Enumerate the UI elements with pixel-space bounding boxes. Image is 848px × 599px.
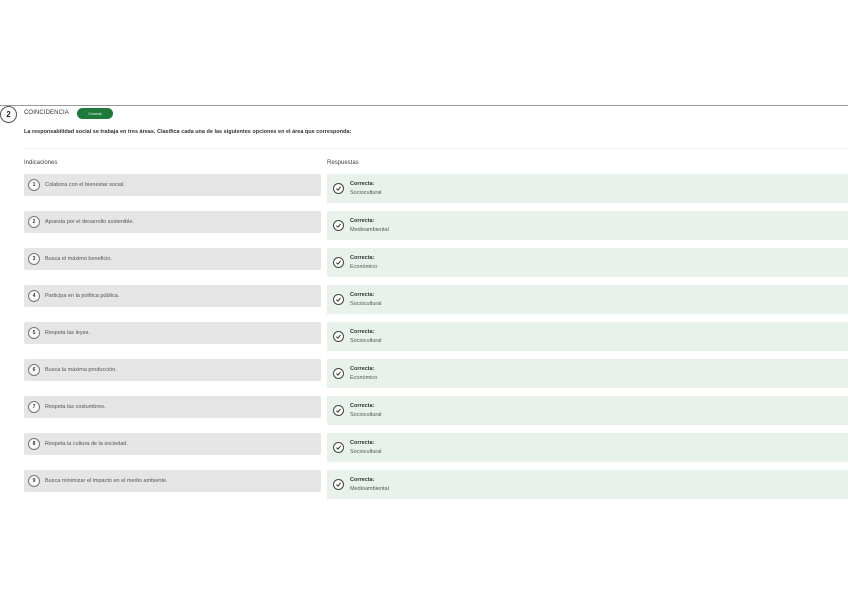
section-divider — [24, 148, 848, 149]
item-number: 7 — [28, 401, 40, 413]
answer-label: Correcta: — [350, 291, 375, 298]
answer-row — [327, 211, 848, 240]
answer-value: Medioambiental — [350, 485, 389, 492]
status-badge: Correcto — [77, 108, 113, 119]
answer-row — [327, 322, 848, 351]
answer-row — [327, 248, 848, 277]
indication-text: Participa en la política pública. — [45, 293, 120, 299]
answer-row — [327, 433, 848, 462]
indication-text: Respeta las costumbres. — [45, 404, 106, 410]
item-number: 3 — [28, 253, 40, 265]
answer-value: Sociocultural — [350, 448, 382, 455]
indication-row — [24, 396, 321, 418]
item-number: 4 — [28, 290, 40, 302]
answer-row — [327, 396, 848, 425]
question-number: 2 — [0, 106, 17, 123]
check-circle-icon — [333, 331, 344, 342]
answer-label: Correcta: — [350, 402, 375, 409]
answer-value: Sociocultural — [350, 300, 382, 307]
check-circle-icon — [333, 294, 344, 305]
indication-text: Apuesta por el desarrollo sostenible. — [45, 219, 134, 225]
indication-row — [24, 285, 321, 307]
answer-row — [327, 174, 848, 203]
top-divider — [0, 105, 848, 106]
indications-header: Indicaciones — [24, 160, 58, 166]
answer-value: Sociocultural — [350, 337, 382, 344]
answer-label: Correcta: — [350, 365, 375, 372]
check-circle-icon — [333, 368, 344, 379]
indication-row — [24, 470, 321, 492]
indication-row — [24, 322, 321, 344]
item-number: 5 — [28, 327, 40, 339]
indication-text: Respeta las leyes. — [45, 330, 90, 336]
answer-row — [327, 470, 848, 499]
answer-label: Correcta: — [350, 328, 375, 335]
indication-text: Colabora con el bienestar social. — [45, 182, 125, 188]
answer-value: Sociocultural — [350, 189, 382, 196]
indication-row — [24, 433, 321, 455]
indication-text: Busca el máximo beneficio. — [45, 256, 112, 262]
indication-text: Busca minimizar el impacto en el medio ambiente. — [45, 478, 168, 484]
item-number: 8 — [28, 438, 40, 450]
item-number: 2 — [28, 216, 40, 228]
indication-row — [24, 359, 321, 381]
answer-value: Económico — [350, 374, 378, 381]
answer-row — [327, 359, 848, 388]
question-type-label: COINCIDENCIA — [24, 110, 69, 116]
answer-label: Correcta: — [350, 476, 375, 483]
answer-label: Correcta: — [350, 254, 375, 261]
check-circle-icon — [333, 183, 344, 194]
answer-value: Sociocultural — [350, 411, 382, 418]
answer-value: Medioambiental — [350, 226, 389, 233]
answer-label: Correcta: — [350, 217, 375, 224]
answers-header: Respuestas — [327, 160, 359, 166]
check-circle-icon — [333, 257, 344, 268]
item-number: 6 — [28, 364, 40, 376]
check-circle-icon — [333, 442, 344, 453]
check-circle-icon — [333, 220, 344, 231]
answer-label: Correcta: — [350, 180, 375, 187]
check-circle-icon — [333, 405, 344, 416]
indication-text: Busca la máxima producción. — [45, 367, 117, 373]
indication-row — [24, 211, 321, 233]
question-prompt: La responsabilidad social se trabaja en tres áreas. Clasifica cada una de las siguientes opciones en el área que corresponda: — [24, 129, 352, 135]
answer-value: Económico — [350, 263, 378, 270]
item-number: 1 — [28, 179, 40, 191]
indication-row — [24, 174, 321, 196]
indication-text: Respeta la cultura de la sociedad. — [45, 441, 128, 447]
check-circle-icon — [333, 479, 344, 490]
indication-row — [24, 248, 321, 270]
item-number: 9 — [28, 475, 40, 487]
answer-row — [327, 285, 848, 314]
answer-label: Correcta: — [350, 439, 375, 446]
